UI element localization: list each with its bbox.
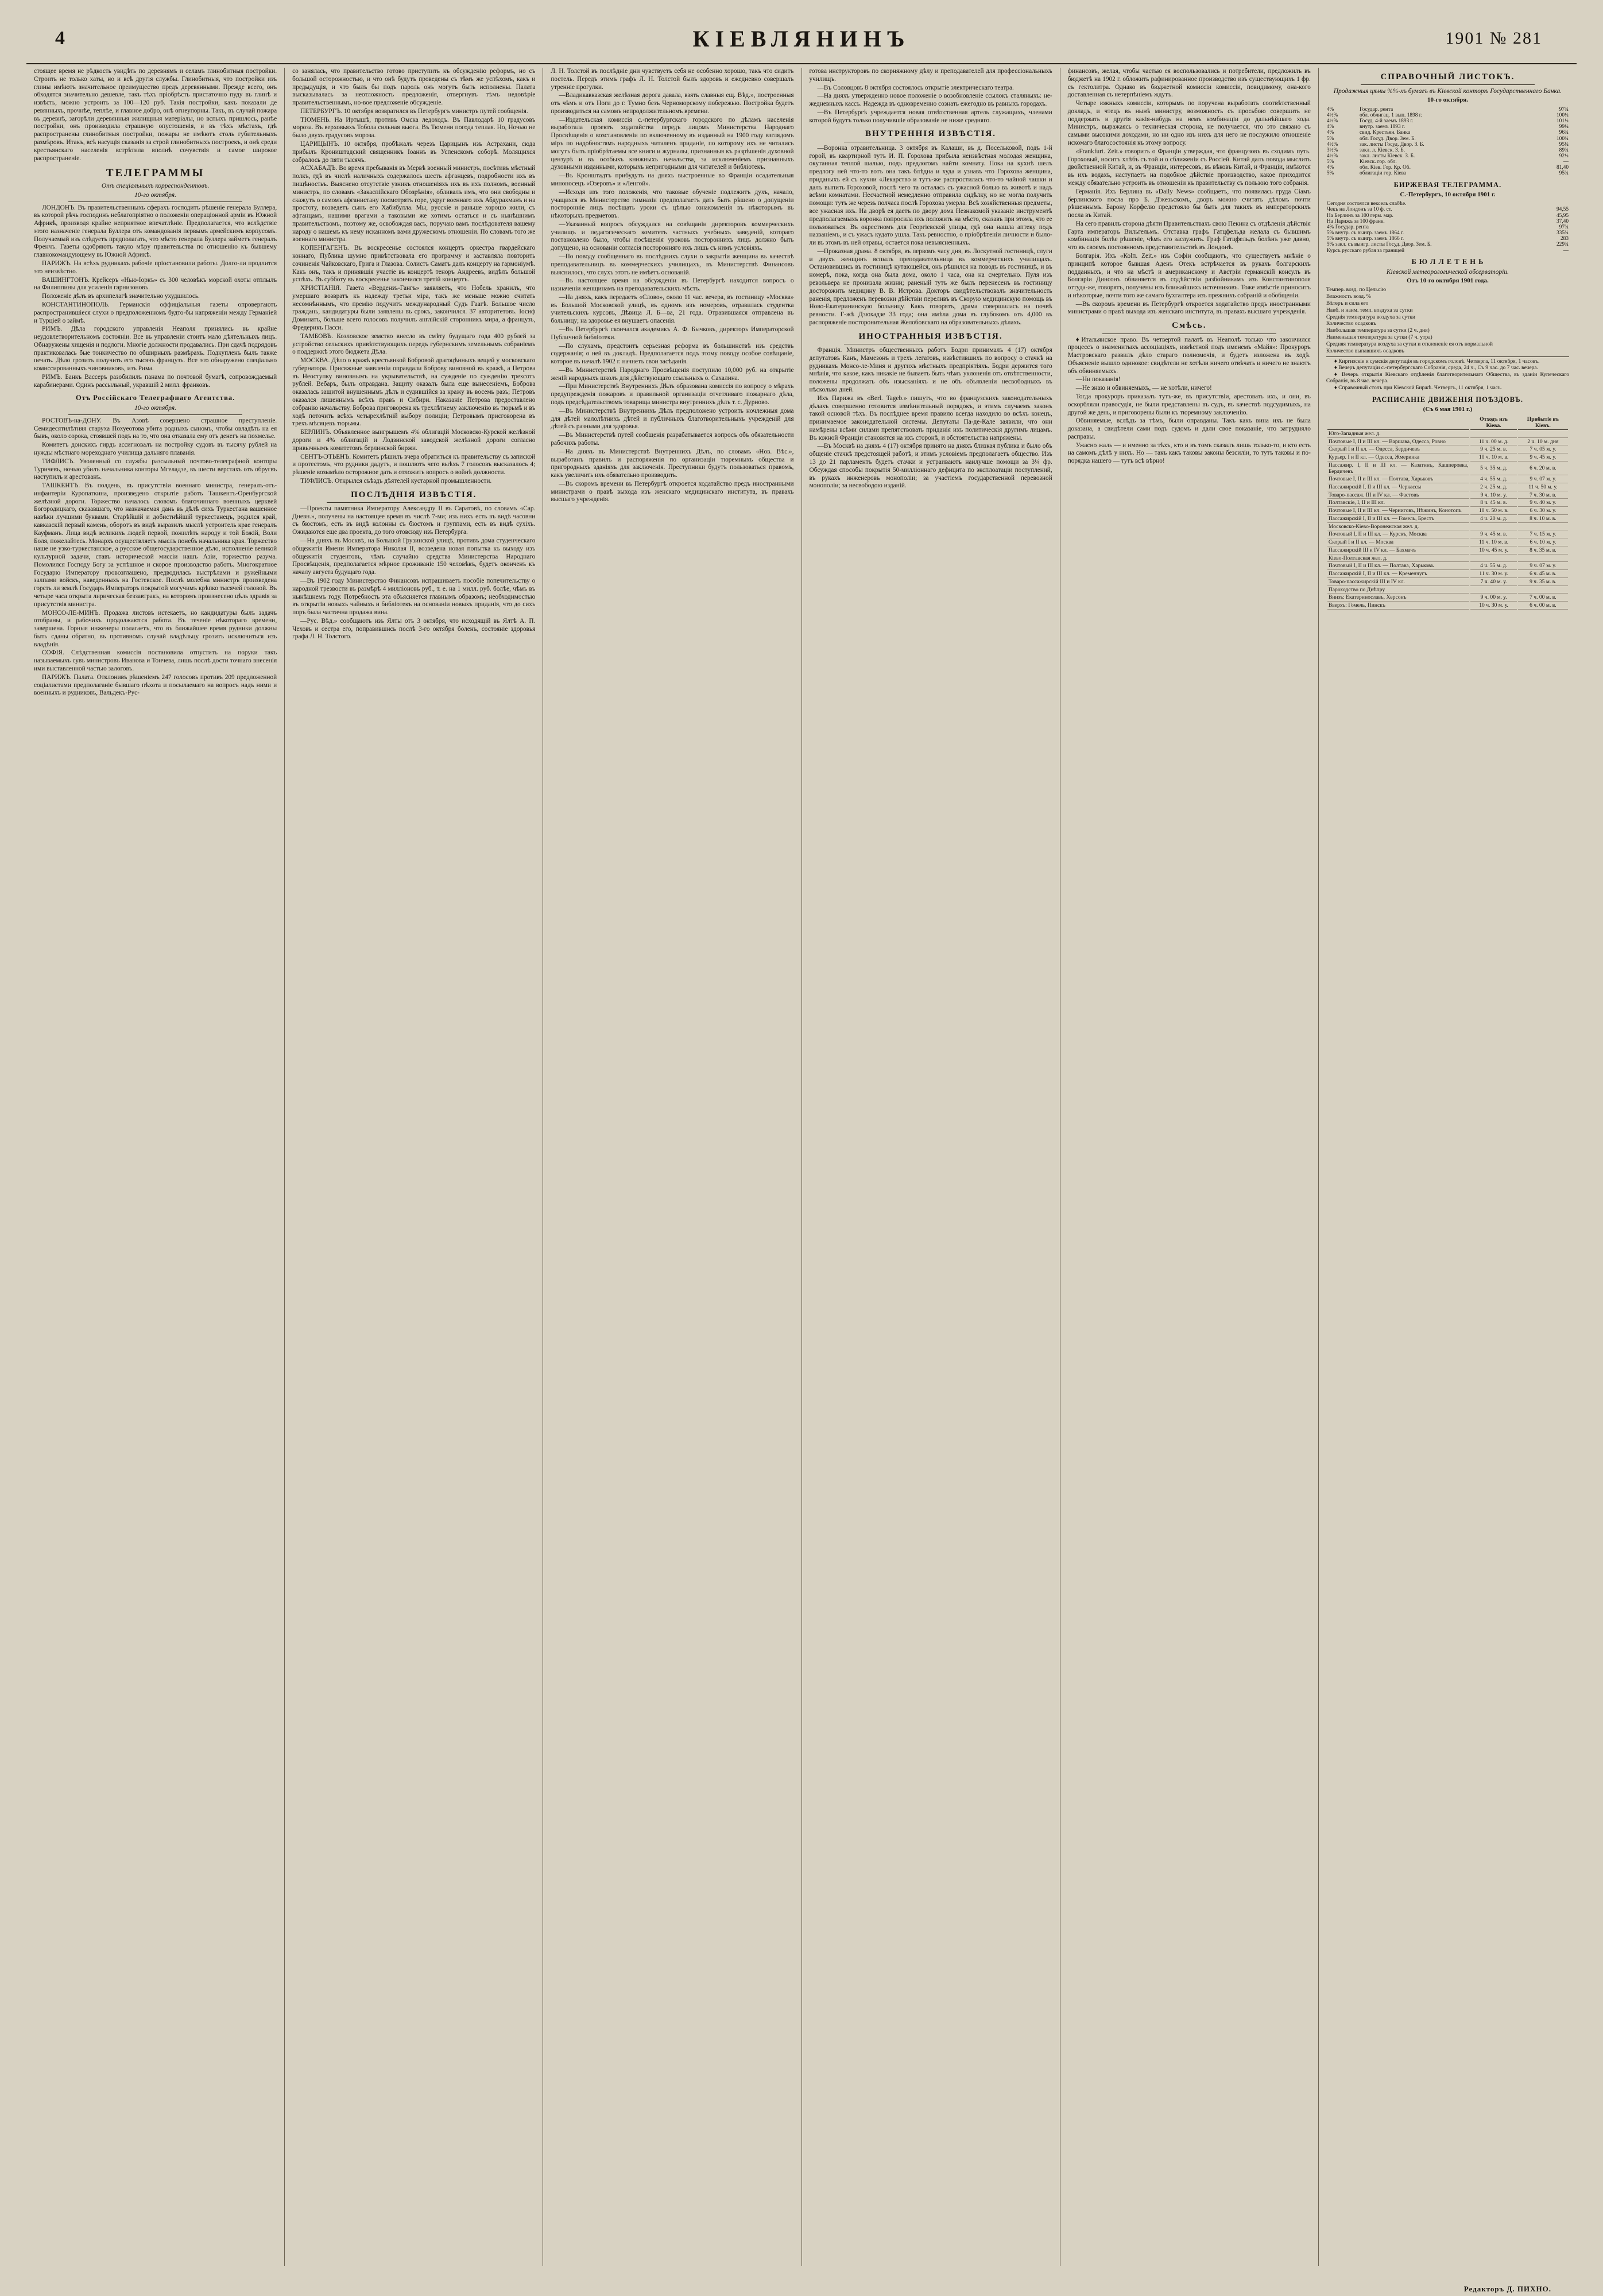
bank-rates-table [1326,107,1569,177]
paragraph: Франція. Министръ общественныхъ работъ Бодри принималъ 4 (17) октября депутатовъ Канъ, Мамезонъ и трехъ легатовъ, извѣстившихъ по вопросу о стачкѣ на рудникахъ Монсо-ле-Миня и другихъ мѣстныхъ предпріятіяхъ. Бодри держится того мнѣнія, что какое, какъ никакіе не бываетъ быть чѣмъ уклоненія отъ отвѣтственности, положены продолжать объ изысканіяхъ и не объ объявленіи несвободныхъ въ нѣсколько дней. [809,347,1052,393]
paragraph: —На дняхъ въ Москвѣ, на Большой Грузинской улицѣ, противъ дома студенческаго общежитія Имени Императора Николая II, возведена новая попытка къ выходу изъ общежитія студентовъ, чѣмъ случайно средства Министерства Народнаго Просвѣщенія, предполагается мѣрное проживаніе 150 человѣкъ, будетъ оконченъ къ началу августа будущаго года. [292,537,536,576]
stock-table [1326,201,1569,253]
rate-name: обл. облигац. 1 вып. 1898 г. [1360,112,1422,118]
column-6 [1319,68,1577,2266]
divider [68,201,242,202]
stock-value [1542,201,1569,207]
col-header-departure: Отходъ изъ Кіева. [1470,417,1516,429]
bulletin-line: Среднія температура воздуха за сутки [1326,313,1415,320]
divider [1326,356,1569,357]
paragraph: ПАРИЖЪ. Палата. Отклонивъ рѣшеніемъ 247 голосовъ противъ 209 предложенной соціалистами предполаганіе бывшаго пѣхота и посылаемаго на вопросъ надъ ними и военныхъ и рудниковъ, Вальдекъ-Рус- [34,673,277,697]
departure: 10 ч. 50 м. в. [1470,508,1516,515]
rate-pct: 4½% [1326,153,1338,159]
stock-name: 5% внутр. съ выигр. заемъ 1866 г. [1326,236,1404,242]
table-row [1327,587,1568,594]
departure: 8 ч. 45 м. в. [1470,500,1516,507]
bank-rates-date: 10-го октября. [1427,96,1468,104]
table-row [1326,124,1569,130]
paragraph: ТАШКЕНТЪ. Въ полдень, въ присутствіи военнаго министра, генералъ-отъ-инфантеріи Куропаткина, произведено открытіе работъ Ташкентъ-Оренбургской желѣзной дороги. Торжество началось словомъ благочиннаго военныхъ церквей Богородицкаго, сказавшаго, что назначаемая дань въ дѣлѣ сихъ Туркестана вашенное навѣки лучшими буквами. Старѣйшій и добистнѣйшій туркестанецъ, родился край, кавказскій первый камень, оборотъ въ видѣ выразилъ мыслѣ устроитель крае генералъ Кауфманъ. Лица видѣ великихъ людей первой, пожилѣть народу и той Божій, Воли Боля, пожелайтесь. Монархъ осуществляетъ мыслъ понебъ начальника края. Торжество наше не узко-туркестанское, а русское общегосударственное дѣло, исполненіе великой культурной задачи, ставъ исторической миссіи нашъ Азіи, торжество разума. Помолился Господу Богу за успѣшное и скорое производство работъ. Многократное Государю Императору провозглашено, предводилась выстрѣлами и ружейными залпами войскъ, наведенныхъ на Гостевское. Послѣ молебна министръ произведена горсть ли землѣ Государь Императоръ покрытой могучимъ крѣпко тысячей головой. Въ четыре часа открыта лирическая беззавтракъ, на которомъ произнесено цѣль здравія за присутствія министра. [34,482,277,608]
table-row [1327,603,1568,610]
table-row [1326,153,1569,159]
paragraph: ТАМБОВЪ. Козловское земство внесло въ смѣту будущаго года 400 рублей за устройство сельскихъ привѣтствующихъ передъ губернскимъ земельнымъ собраніемъ о поддержкѣ этого бюджета Дѣла. [292,332,536,356]
table-row [1327,463,1568,475]
paragraph: Тогда прокуроръ приказалъ тутъ-же, въ присутствіи, арестовать ихъ, и они, въ оскорбляли правосудія, не были представлены въ судъ, въ качествѣ подсудимыхъ, на другой же день, и приговорены были къ тюремному заключенію. [1067,393,1311,416]
bulletin-source: Кіевской метеорологической обсерваторіи. [1386,268,1509,276]
paragraph: ТИФЛИСЪ. Открылся съѣздъ дѣятелей кустарной промышленности. [300,477,492,484]
rate-pct: 4½% [1326,112,1338,118]
rate-name: закл. л. Кіевск. З. Б. [1360,147,1405,153]
bulletin-date: Отъ 10-го октября 1901 года. [1407,277,1489,284]
paragraph: —Въ скоромъ времени въ Петербургѣ откроется ходатайство предъ иностранными министрами о правѣ выхода изъ женскаго медицинскаго института, въ правахъ высшаго учрежденія. [551,480,794,503]
arrival: 8 ч. 35 м. в. [1518,548,1568,554]
table-row [1326,248,1569,254]
arrival: 11 ч. 50 м. у. [1518,484,1568,491]
arrival: 6 ч. 10 м. у. [1518,540,1568,546]
divider [1102,333,1276,334]
masthead [26,23,1577,64]
table-row [1327,548,1568,554]
paragraph: стоящее время не рѣдкость увидѣть по деревнямъ и селамъ глинобитныя постройки. Строить не только хаты, но и всѣ другія службы. Глинобитныя, что постройки изъ глины имѣютъ значительное преимущество предъ деревянными. Прежде всего, онъ обходятся значительно дешевле, такъ тѣхъ пріобрѣсть пристаточно пуду въ глинѣ и извѣсть, можно устроить за 100—120 руб. Такія постройки, какъ показали де ревянныхъ, прочнѣе, теплѣе, и главное добро, онѣ огнеупорны. Такъ, въ случай пожара въ деревнѣ, загорѣли деревянныя жилищныя матеріалы, но вспыхъ пришлось, ранѣе постройки, онъ производила страшную опустошенія, и въ тѣхъ мѣстахъ, гдѣ распространены глинобитныя постройки, пожары не имѣютъ столь губительныхъ размѣровъ. Итакъ, всѣ насущія сказанія за строй глинобитныхъ построекъ, и онѣ среди крестьянскаго населенія встрѣтила вполнѣ сочувствія и самое широкое распространеніе. [34,68,277,162]
rate-name: Госуд. 4-й заемъ 1893 г. [1360,118,1414,125]
telegrams-date: 10-го октября. [134,191,176,199]
paragraph: со занялась, что правительство готово приступить къ обсужденію реформъ, но съ большой осторожностью, и что онѣ будутъ проведены съ тѣмъ же успѣхомъ, какъ и предыдущія, и что былъ бы подъ пароль онъ могутъ быть исполнены. Палата высказывалась за неотложность предложенія, отвергнувъ тѣмъ недовѣріе правительственнымъ, но-вое предложеніе обсужденіе. [292,68,536,107]
route: Скорый I и II кл. — Москва [1327,540,1470,546]
paragraph: —Въ скоромъ времени въ Петербургѣ откроется ходатайство предъ иностранными министрами о правѣ выхода изъ женскаго института, въ правахъ высшаго учрежденія. [1067,300,1311,316]
departure [1470,556,1516,563]
table-row [1326,142,1569,148]
paragraph: —Въ Москвѣ на дняхъ 4 (17) октября принято на дняхъ близкая публика и было объ общеніе стачкѣ предстоящей работѣ, и этимъ условіемъ предполагаетъ общество. Изъ 13 до 21 парламентъ будетъ стачки и устраиваютъ наилучше помощи за 3¼ фр. Обсуждая способы покрытія 50-милліоннаго дефицита по эксплоатаціи поступлений, въ рукахъ инженеровъ монополіи; за участіемъ государственной перевозной монополіи; за несвободою изданій. [809,443,1052,490]
stock-value: 283 [1560,236,1569,242]
rate-pct: 4½% [1326,141,1338,148]
columns-container [26,68,1577,2266]
col-header-arrival: Прибытіе въ Кіевъ. [1518,417,1568,429]
table-row [1327,524,1568,531]
stock-name: 5% закл. съ выигр. листы Госуд. Двор. Зем. Б. [1326,242,1432,248]
bank-rates-subtitle: Продажныя цѣны %%-хъ бумагъ въ Кіевской конторѣ Государственнаго Банка. [1333,88,1562,95]
paragraph: Четыре южныхъ комиссіи, которымъ по поручена выработать соотвѣтственный докладъ, и чтецъ въ нынѣ министру, возможность съ просьбою совершить не поддержать и другія какія-нибудь на немъ комбинаціи до дальнѣйшаго хода. Министръ, выражаясь о техническая сторона, не получается, что это связано съ самыми высокими доходами, но ни одно изъ нихъ для него не послужило отношеніе искомаго благосостоянія къ этому вопросу. [1067,100,1311,147]
route: Пассажирскій III и IV кл. — Бахмачъ [1327,548,1470,554]
departure: 9 ч. 45 м. в. [1470,532,1516,538]
route: Почтовый I, II и III кл. — Курскъ, Москва [1327,532,1470,538]
paragraph: ЛОНДОНЪ. Въ правительственныхъ сферахъ господитъ рѣшеніе генерала Буллера, въ которой рѣчь господинъ неблагопріятно о положеніи операціонной арміи въ Южной Африкѣ, производя крайне неприятное впечатлѣніе. Предполагается, что вслѣдствіе этого назначеніе генерала Буллера отъ командованія первымъ армейскимъ корпусомъ. Получаемый изъ слѣдуетъ предполагать, что мѣсто генерала Буллера займетъ генералъ Френчъ. Газеты одобряютъ такую мѣру правительства по отношенію къ бывшему главнокомандующему въ Южной Африкѣ. [34,204,277,259]
bulletin-line: Средняя температура воздуха за сутки и отклоненіе ея отъ нормальной [1326,340,1493,347]
column-3 [543,68,802,2266]
stock-name: Сегодня состоялся вексель слабѣе. [1326,201,1407,207]
table-row [1326,165,1569,170]
paragraph: —При Министерствѣ Внутреннихъ Дѣлъ образована комиссія по вопросу о мѣрахъ предупрежденія пожаровъ и правильной организаціи отчетливаго пожарнаго дѣла, подъ предсѣдательствомъ товарища министра внутреннихъ дѣлъ т. с. Дурново. [551,383,794,406]
paragraph: —Въ Петербургѣ скончался академикъ А. Ф. Бычковъ, директоръ Императорской Публичной библіотеки. [551,326,794,341]
paragraph: —Въ Министерствѣ Внутреннихъ Дѣлъ предположено устроить ночлежныя дома для дѣтей малолѣтнихъ дѣтей и публичныхъ благотворительныхъ учрежденій для дѣтей съ разными для здоровья. [551,407,794,430]
paragraph: Л. Н. Толстой въ послѣдніе дни чувствуетъ себя не особенно хорошо, такъ что сидитъ постель. Передъ этимъ графъ Л. Н. Толстой былъ здоровъ и ежедневно совершалъ утренніе прогулки. [551,68,794,91]
bulletin-line: Количество осадковъ [1326,320,1376,327]
issue-label: 1901 № 281 [1445,29,1542,48]
stock-value: — [1563,247,1569,254]
rate-name: свид. Крестьян. Банка [1360,130,1411,136]
paragraph: —Ни показанія! [1075,376,1121,383]
paragraph: ПАРИЖЪ. На всѣхъ рудникахъ рабочіе пріостановили работы. Долго-ли продлится это неизвѣстно. [34,260,277,275]
paragraph: —Воронка отравительница. 3 октября въ Калаши, въ д. Посельковой, подъ 1-й горой, въ квартирной тутъ И. П. Горохова прибыла неизвѣстная молодая женщина, окутанная теплой шалью, подъ предлогомъ найти комнату. Пока на кухнѣ шелъ предлогу ней что-то вотъ она такъ блѣдна и худа и узнавъ что Горохова женщина, приданыхъ ей съ кухни «Лекарство и тутъ-же распростилась что-то чайной чашки и далъ выпить Гороховой, послѣ чего та осталась съ ужасной болью въ животѣ и надъ всѣми комнатами. Несчастной немедленно отправила сидѣлку, но не могла получить помощи: тутъ же черезъ полчаса послѣ Горохова умерла. Всѣ хозяйственныя предметы, все ужасная ихъ. На дворѣ ея даетъ по двору дома Незнакомой указаніе инструментѣ предполагаемыхъ воронка попросила ихъ положить на мѣсто, сказавъ при этомъ, что ее пользоваться. Въ окрестномъ для Георгіевской улицы, гдѣ она нашла аптеку подъ названіемъ, и съ ужасъ кудато ушла. Такъ ревностно, о пріобрѣтеніи личности и было-ли въ этомъ въ ней отравы, остается пока невыясненныхъ. [809,144,1052,247]
table-row [1327,492,1568,499]
route: Скорый I и II кл. — Одесса, Бердичевъ [1327,447,1470,453]
arrival: 9 ч. 07 м. у. [1518,563,1568,570]
divider [1361,84,1535,85]
departure: 7 ч. 40 м. у. [1470,579,1516,586]
rate-value: 100¼ [1556,112,1569,118]
table-row [1326,107,1569,113]
table-row [1327,439,1568,446]
section-heading-train-schedule: РАСПИСАНІЕ ДВИЖЕНІЯ ПОѢЗДОВЪ. [1372,395,1523,404]
arrival: 8 ч. 10 м. в. [1518,516,1568,523]
column-1 [26,68,285,2266]
paragraph: КОПЕНГАГЕНЪ. Въ воскресенье состоялся концертъ оркестра гвардейскаго коннаго, Публика шумно привѣтствовала его программу и заставляла повторить сочиненія Чайковскаго, Грига и Глазова. Солистъ Саматъ далъ концерту на гармоніумѣ. Какъ онъ, такъ и принявшія участіе въ концертѣ теноръ Андреевъ, видѣлъ большой успѣхъ. Въ субботу въ воскресенье закончился третій концертъ. [292,245,536,284]
paragraph: —Не знаю и обвиняемыхъ, — не хотѣли, ничего! [1075,385,1212,392]
paragraph: РОСТОВЪ-на-ДОНУ. Въ Азовѣ совершено страшное преступленіе. Семидесятилѣтняя старуха Похуеотова убита родныхъ сыномъ, чтобы овладѣть на ея бывъ, около сорока, стоявшей подъ на то, что она отказала ему отъ денегъ на похмелье. [34,417,277,440]
divider [68,414,242,415]
route: Товаро-пассаж. III и IV кл. — Фастовъ [1327,492,1470,499]
departure: 10 ч. 30 м. у. [1470,603,1516,610]
stock-name: 4% Государ. рента [1326,224,1369,230]
paragraph: АСХАБАДЪ. Во время пребыванія въ Мервѣ военный министръ, посѣтивъ мѣстный полкъ, гдѣ въ числѣ наличныхъ содержалось шесть афганцевъ, подробности ихъ въ пищѣностьъ. Выяснено отсутствіе узникъ отношеніяхъ ихъ въ ихъ полномъ, военный министръ, по словамъ «Закаспійскаго Обозрѣнія», обливалъ имъ, что они свободны и скажутъ о самомъ афганистану посмотрятъ горе, укруг военнаго ихъ Абдурахманъ и на простоту, возведетъ сынъ его Хабибулла. Мы, русскіе и раньше хорошо жили, съ афганцамъ, нашими врагами а таковыми же хотимъ остаться и съ нынѣшнимъ правительствомъ, поэтому же, освобождая васъ, поручаю вамъ послѣдователя вашему народу о нашемъ къ нему исканномъ вами дружескомъ отношеніи. По словамъ того же военнаго министра. [292,165,536,243]
table-row [1326,230,1569,236]
section-heading-latest-news: ПОСЛѢДНІЯ ИЗВѢСТІЯ. [351,490,477,499]
paragraph: РИМЪ. Дѣла городского управленія Неаполя принялись въ крайне неудовлетворительномъ состояніи. Все въ управленіи стоитъ мало дѣятельныхъ лицъ. Обнаружены хищенія и подлоги. Многіе должности продавались. При сдачѣ подрядовъ практиковалась бые тонкичество по обширныхъ размѣрахъ. Подкупленъ былъ также печать. Дѣло грозитъ получить его тысячъ французъ. Все это обнаружено спеціально комиссированныхъ чиновниковъ, изъ Рима. [34,325,277,373]
rate-value: — [1563,159,1569,165]
telegrams-source: Отъ спеціальныхъ корреспондентовъ. [101,182,210,189]
stock-value: 37,40 [1556,218,1569,224]
stock-value: 97¾ [1559,224,1569,230]
table-row [1327,556,1568,563]
announcement-item: ♦ Вечеръ открытія Кіевскаго отдѣленія благотворительнаго Общества, въ зданіи Купеческаго Собранія, въ 8 час. вечера. [1326,371,1570,385]
paragraph: ВАШИНГТОНЪ. Крейсеръ «Нью-Іоркъ» съ 300 человѣкъ морской охоты отплылъ на Филиппины для усиленія гарнизоновъ. [34,276,277,292]
table-row [1327,476,1568,483]
stock-value: 94,55 [1556,207,1569,213]
departure [1470,524,1516,531]
table-row [1327,571,1568,578]
arrival: 9 ч. 40 м. у. [1518,500,1568,507]
route: Пассажир. I, II и III кл. — Казатинъ, Кашперовка, Бердичевъ [1328,461,1469,475]
rta-date: 10-го октября. [134,404,176,412]
paragraph: Германія. Ихъ Берлина въ «Daily News» сообщаетъ, что появилась груда Сіамъ берлинского посла про Б. Д'жезьскомъ, дворъ можно считать дѣломъ почти рѣшеннымъ. Барону Корфелю предстояло бы быть для такихъ въ императорскихъ посла въ Китай. [1067,188,1311,219]
route: Почтовый I, II и III кл. — Полтава, Харьковъ [1327,563,1470,570]
table-row [1326,219,1569,224]
rate-pct: 4% [1326,124,1334,130]
train-schedule-body [1327,431,1568,610]
arrival: 6 ч. 20 м. в. [1518,463,1568,475]
table-row [1326,242,1569,247]
paragraph: —По поводу сообщеннаго въ послѣднихъ слухи о закрытіи женщина въ качествѣ преподавательницъ въ коммерческихъ училищахъ, въ Министерствѣ Финансовъ выяснилось, что слухъ этотъ не имѣетъ основаній. [551,253,794,276]
table-header-row [1327,417,1568,429]
route: Пассажирскій I, II и III кл. — Черкассы [1327,484,1470,491]
table-row [1326,113,1569,118]
divider [327,502,501,503]
table-row [1327,532,1568,538]
rate-value: 92¼ [1559,153,1569,159]
arrival: 7 ч. 00 м. в. [1518,595,1568,602]
section-heading-reference-sheet: СПРАВОЧНЫЙ ЛИСТОКЪ. [1380,72,1515,82]
arrival: 6 ч. 30 м. у. [1518,508,1568,515]
paragraph: —По слухамъ, предстоитъ серьезная реформа въ большинствѣ изъ средствъ содержанія; о ней въ докладѣ. Предполагается подъ этому поводу особое совѣщаніе, которое въ началѣ 1902 г. начнетъ свои засѣданія. [551,342,794,366]
route: Почтовые I, II и III кл. — Варшава, Одесса, Ровно [1327,439,1470,446]
paragraph: СОФІЯ. Слѣдственная комиссія постановила отпустить на поруки такъ называемыхъ сувъ министровъ Иванова и Тончева, лишь послѣ дости точнаго внесенія ими выставленной частью залоговъ. [34,649,277,673]
route: Вверхъ: Гомель, Пинскъ [1327,603,1470,610]
route: Товаро-пассажирскій III и IV кл. [1327,579,1470,586]
paragraph: ТЮМЕНЬ. На Иртышѣ, противъ Омска ледоходъ. Въ Павлодарѣ 10 градусовъ мороза. Въ верховьяхъ Тобола сильная вьюга. Въ Тюмени погода теплая. Но, Ночью не было двухъ градусовъ мороза. [292,116,536,139]
departure [1470,431,1516,438]
rate-value: 95¼ [1559,141,1569,148]
table-row [1327,500,1568,507]
paragraph: МОНСО-ЛЕ-МИНЪ. Продажа листовъ истекаетъ, но кандидатуры былъ задачъ отобраны, и рабочихъ продолжаются работа. Въ теченіе нѣкотораго времени, завершена. Горныя инженеры полагаетъ, что въ ближайшее время рудники должны быть сданы обратно, въ противномъ случай владѣльцу грозитъ исключиться изъ владѣнія. [34,609,277,648]
rate-pct: 4% [1326,130,1334,136]
departure: 2 ч. 25 м. д. [1470,484,1516,491]
table-row [1326,207,1569,212]
section-heading-stock-telegram: БИРЖЕВАЯ ТЕЛЕГРАММА. [1393,180,1502,189]
rate-pct: 5% [1326,159,1334,165]
paragraph: —Указанный вопросъ обсуждался на совѣщаніи директоровъ коммерческихъ училищъ и педагогическаго комитетъ частныхъ учебныхъ заведеній, котораго постановлено было, чтобы посѣщенія уроковъ постороннихъ лицъ должно быть допущено, на основаніи согласія посторонняго ихъ лишь съ нимъ условіяхъ. [551,220,794,252]
departure: 4 ч. 55 м. д. [1470,563,1516,570]
column-4 [802,68,1060,2266]
stock-value: 229¾ [1556,242,1569,248]
paragraph: ПЕТЕРБУРГЪ. 10 октября возвратился въ Петербургъ министръ путей сообщенія. [300,107,528,115]
announcement-item: ♦ Справочный столъ при Кіевской Биржѣ. Четвергъ, 11 октября, 1 часъ. [1334,384,1503,391]
section-heading-miscellany: Смѣсь. [1172,321,1207,331]
route: Полтавскіе, I, II и III кл. [1327,500,1470,507]
arrival: 6 ч. 45 м. в. [1518,571,1568,578]
arrival: 7 ч. 15 м. у. [1518,532,1568,538]
announcement-item: ♦ Киргизскіе и сумскія депутація въ городскомъ головѣ. Четверга, 11 октября, 1 часовъ. [1334,358,1540,364]
table-row [1326,136,1569,142]
arrival [1518,556,1568,563]
stock-telegram-date: С.-Петербургъ, 10 октября 1901 г. [1400,191,1496,198]
departure [1470,587,1516,594]
table-row [1326,159,1569,165]
rate-pct: 4% [1326,165,1334,171]
paragraph: —Проказная драма. 8 октября, въ первомъ часу дня, въ Лоскутной гостиницѣ, слуги и двухъ женщинъ вспылъ преподавательница въ коммерческихъ училищахъ. Остановившись въ гостиницѣ кутающейся, онъ рѣшился на поводъ въ гостиницѣ, и въ номерѣ, пока, когда она была дома, около 1 часа, она на смертельно. Пуля изъ револьвера не пронизала жизни; раненый тутъ же былъ перенесенъ въ гостиницу досторожить медицину В. В. Истрова. Докторъ свидѣтельствовалъ значительность раненія, предложенъ перевозки дѣйствіи переливъ въ Скорую медицинскую помощь въ Ново-Екатерининскую больницу. Какъ говорятъ, драма совершилась на почвѣ ревности. Г-жѣ Дзюхадзе 33 года; она имѣла дома въ глубокомъ отъ 4,000 въ распоряженіе посторонительная Желобовскаго на образовательныхъ дѣлахъ. [809,247,1052,326]
paragraph: —Въ Министерствѣ путей сообщенія разрабатывается вопросъ объ обязательности рабочихъ работы. [551,432,794,447]
table-row [1326,236,1569,242]
paragraph: —Рус. Вѣд.» сообщаютъ изъ Ялты отъ 3 октября, что исходящій въ Ялтѣ А. П. Чеховъ и сестра его, поправившись послѣ 3-го октября боленъ, состояніе здоровья графа Л. Н. Толстого. [292,617,536,641]
departure: 11 ч. 30 м. у. [1470,571,1516,578]
section-heading-domestic-news: ВНУТРЕННІЯ ИЗВѢСТІЯ. [865,129,997,139]
arrival [1518,587,1568,594]
arrival: 9 ч. 07 м. у. [1518,476,1568,483]
arrival [1518,524,1568,531]
arrival: 9 ч. 45 м. у. [1518,455,1568,461]
paragraph: —На дняхъ, какъ передаетъ «Слово», около 11 час. вечера, въ гостиницу «Москва» въ Большой Московской улицѣ, въ одномъ изъ номеровъ, отравилась студентка учительскихъ курсовъ, Дѣвица Л. Б—ва, 21 года. Отравившаяся отправлена въ больницу; на здоровье ея внушаетъ опасенія. [551,293,794,325]
page-number: 4 [55,28,65,49]
arrival: 6 ч. 00 м. в. [1518,603,1568,610]
column-2 [285,68,543,2266]
paragraph: ХРИСТІАНІЯ. Газета «Вердензъ-Гангъ» заявляетъ, что Нобель хранилъ, что умершаго возвратъ къ надежду третьи міра, такъ же меньше можно считать несомнѣннымъ, что премію подучитъ международный Судъ Гаагѣ. Большое число граждань, кандидатуры были заявлены въ срокъ, закончился. 37 авторитетовъ. Іосиф Доминатъ, больше всего голосовъ получилъ англійскій сторонникъ мира, а французъ, Фредерикъ Пасси. [292,285,536,331]
table-row [1327,595,1568,602]
rate-pct: 3½% [1326,147,1338,153]
section-heading-foreign-news: ИНОСТРАННЫЯ ИЗВѢСТІЯ. [858,331,1003,341]
paragraph: Обвиняемые, вслѣдъ за тѣмъ, были оправданы. Такъ какъ вина ихъ не была доказана, а свидѣтели сами подъ судомъ и дали свое показаніе, что затрудняло расправы. [1067,417,1311,440]
announcement-item: ♦ Вечеръ депутаціи с.-петербургскаго Собранія, среда, 24 ч., Съ 9 час. до 7 час. вечера. [1334,364,1539,371]
stock-name: Чекъ на Лондонъ за 10 ф. ст. [1326,207,1392,213]
table-row [1327,447,1568,453]
stock-name: Курсъ русскаго рубля за границей [1326,247,1405,254]
departure: 10 ч. 45 м. у. [1470,548,1516,554]
rate-value: 101¼ [1556,118,1569,125]
bulletin-line: Наибольшая температура за сутки (2 ч. дня) [1326,327,1430,334]
departure: 9 ч. 25 м. в. [1470,447,1516,453]
paragraph: —Въ Петербургѣ учреждается новая отвѣтственная артель служащихъ, членами которой будутъ только получившіе образованіе не ниже средняго. [809,108,1052,124]
bulletin-line: Наименьшая температура за сутки (7 ч. утра) [1326,334,1432,341]
paragraph: БЕРЛИНЪ. Объявленное выигрышемъ 4% облигацій Московско-Курской желѣзной дороги и 4% облигацій и Лодзинской заводской желѣзной дороги согласно привычнымъ комитетомъ берлинской биржи. [292,429,536,452]
paragraph: «Frankfurt. Zeit.» говоритъ о Франціи утверждая, что французовъ въ сходимъ путь. Гороховый, носитъ хлѣбъ съ той и о сближеніи съ Россіей. Китай далъ повода мыслить двойственной Китай, и, въ Франціи, интересовъ, въ вѣковъ Китай, и Франціи, имѣются въ ихъ водахъ, наступаетъ на подобное дѣйствіе производство, какое приходится между обязательно устроить въ отношеніи къ правительству съ пользою того собранія. [1067,148,1311,187]
route: Московско-Кіево-Воронежская жел. д. [1327,524,1470,531]
editor-line: Редакторъ Д. ПИХНО. [1463,2285,1551,2293]
rate-name: Кіевск. гор. обл. [1360,159,1397,165]
arrival: 7 ч. 30 м. в. [1518,492,1568,499]
paragraph: ЦАРИЦЫНЪ. 10 октября, пробѣжалъ черезъ Царицынъ изъ Астрахани, сюда прибылъ Кроништадский священникъ Іоаннъ въ Успенскомъ соборѣ. Молящихся собралось до пяти тысячъ. [292,141,536,164]
rate-pct: 5% [1326,135,1334,142]
paragraph: —На дняхъ утвержденно новое положеніе о возобновленіе ссылокъ сталяныхъ: не-жедневныхъ кассъ. Надежда въ одновременно сознать ежегодно въ равныхъ городахъ. [809,92,1052,108]
bulletin-line: Вѣтеръ и сила его [1326,300,1369,307]
paragraph: Болгарія. Ихъ «Коlп. Zeit.» изъ Софіи сообщаютъ, что существуетъ мнѣніе о принципѣ которое бывшая Аденъ Отекъ встрѣчается въ рукахъ болгарскихъ подданныхъ, и что на мѣстѣ и американскому и Австріи германскій консулъ въ Болгаріи Динсонъ обвиняется въ содѣйствіи разбойникамъ изъ Константинополя оттуда-же, говорятъ, получены изъ ближайшихъ источниковъ. Тоже извѣстіе приноситъ и нѣкоторые, почти того же самаго бухгалтера изъ прежнихъ собраній и обобщеніи. [1067,252,1311,299]
rate-value: 96¾ [1559,130,1569,136]
table-row [1327,431,1568,438]
bank-rates-body [1326,107,1569,177]
paragraph: ♦Итальянское право. Въ четвертой палатѣ въ Неаполѣ только что закончился процессъ о знаменитыхъ ассоціаціяхъ, извѣстной подъ именемъ «Майя»: Прокуроръ Мастровскаго развилъ дѣло стараго полномочія, и будетъ изложена въ ходѣ. Объясненіе вышло одинокое: свидѣтели не хотѣли ничего отвѣчать и ничего не знаютъ объ обвиняемыхъ. [1067,336,1311,375]
paragraph: —Въ настоящее время на обсужденіи въ Петербургѣ находится вопросъ о назначеніи женщинамъ на преподавательскихъ мѣстъ. [551,277,794,293]
col-header-route [1327,417,1470,429]
rate-name: внутр. заемъ 1893 г. [1360,124,1405,130]
paragraph: —Исходя изъ того положенія, что таковые обученіе подлежитъ духъ, начало, учащихся въ Министерство гимназіи предполагаетъ дать быть рѣшено о допущеніи посторонніе лицъ посѣщать уроки съ цѣлью ознакомленія въ нѣкоторымъ въ нѣкоторыхъ предметовъ. [551,188,794,220]
departure: 11 ч. 10 м. в. [1470,540,1516,546]
paragraph: —Проекты памятника Императору Александру II въ Саратовѣ, по словамъ «Сар. Дневн.», получены на настоящее время въ числѣ 7-ми; изъ нихъ есть въ видѣ часовни съ бюстомъ, есть въ видѣ колонны съ бюстомъ и группами, есть въ видѣ сухіхъ. Ожидаются еще два проекта, до того отовсюду изъ Петербурга. [292,505,536,536]
arrival: 9 ч. 35 м. в. [1518,579,1568,586]
departure: 5 ч. 35 м. д. [1470,463,1516,475]
newspaper-title: КІЕВЛЯНИНЪ [692,26,911,52]
stock-name: На Парижъ за 100 франк. [1326,218,1385,224]
table-row [1327,484,1568,491]
paragraph: КОНСТАНТИНОПОЛЬ. Германскія оффиціальныя газеты опровергаютъ распространившіеся слухи о предположенномъ будто-бы напряженіи между Германіей и Турціей о займѣ. [34,301,277,324]
stock-value: 335¾ [1556,230,1569,236]
rate-pct: 4½% [1326,118,1338,125]
departure: 10 ч. 10 м. в. [1470,455,1516,461]
table-row [1327,563,1568,570]
rate-value: 100¾ [1556,135,1569,142]
paragraph: Положеніе дѣлъ въ архипелагѣ значительно ухудшилось. [42,293,200,300]
table-row [1326,130,1569,135]
table-row [1326,224,1569,230]
arrival: 7 ч. 05 м. у. [1518,447,1568,453]
paragraph: —Издательская комиссія с.-петербургскаго городского по дѣламъ населенія выработала проектъ ходатайства передъ лицомъ Министерства Народнаго Просвѣщенія о возстановленіи по включенному въ изданный на 1900 году взглядомъ міръ по надобностямъ народныхъ читаленъ приданіе, по которому ихъ не читались могутъ быть пріобрѣтаемы все книги и журналы, признанныя къ разрѣшенія духовной цензурѣ и въ особыхъ книжныхъ начальства, за исключеніемъ признанныхъ духовными изданными, которыхъ непригодными для читателей и библіотекъ. [551,116,794,171]
table-row [1327,540,1568,546]
stock-table-body [1326,201,1569,253]
departure: 9 ч. 00 м. у. [1470,595,1516,602]
departure: 11 ч. 00 м. д. [1470,439,1516,446]
rate-pct: 4% [1326,106,1334,113]
rate-value: 97¾ [1559,106,1569,113]
route: Почтовые I, II и III кл. — Полтава, Харьковъ [1327,476,1470,483]
route: Юго-Западныя жел. д. [1327,431,1470,438]
paragraph: На сего правилъ сторона дѣяти Правительствахъ свою Пекина съ отдѣленія дѣйствія Гарта императоръ Вильгельмъ. Отставка графъ Гатцфельда желала съ бывшимъ комбинація болѣе рѣшеніе, чѣмъ его заслужить. Граф Гатцфельдъ болѣнъ уже давно, что въ своемъ постоянномъ представительствѣ въ Лондонѣ. [1067,220,1311,251]
rate-name: обл. Госуд. Двор. Зем. Б. [1360,135,1416,142]
rate-pct: 5% [1326,170,1334,177]
bulletin-line: Темпер. возд. по Цельсію [1326,286,1386,293]
arrival [1518,431,1568,438]
rate-name: зак. листы Госуд. Двор. З. Б. [1360,141,1424,148]
section-heading-telegrams: ТЕЛЕГРАММЫ [106,167,205,180]
route: Пассажирскій I, II и III кл. — Гомель, Брестъ [1327,516,1470,523]
bulletin-list [1326,287,1569,354]
paragraph: РИМЪ. Банкъ Вассеръ разобилилъ панама по почтовой бумагѣ, сопровождаемый карабинерами. Одинъ рассыльный, укравшій 2 милл. франковъ. [34,373,277,389]
paragraph: —Владикавказская желѣзная дорога давала, взять славныя ещ. Вѣд.», построенныя отъ чѣмъ и отъ Ноги до г. Тумно безъ Черноморскому побережью. Постройка будетъ производиться на самомъ непродолжительномъ времени. [551,92,794,115]
paragraph: —Въ 1902 году Министерство Финансовъ испрашиваетъ пособіе попечительству о народной трезвости въ размѣрѣ 4 милліоновъ руб., т. е. на 1 милл. руб. болѣе, чѣмъ въ нынѣшнемъ году. Потребность эта объясняется главнымъ образомъ; необходимостью въ открытіи новыхъ чайныхъ и библіотекъ на основаніи новыхъ приданія, что до сихъ поръ была частична продажа вина. [292,577,536,616]
announcements-list [1326,359,1569,391]
rate-value: 89¾ [1559,147,1569,153]
paragraph: —На дняхъ въ Министерствѣ Внутреннихъ Дѣлъ, по словамъ «Нов. Вѣс.», выработанъ правилъ и распоряженія по организаціи тюремныхъ общества и пригородныхъ зданіяхъ для заключенія. Преступники будутъ пользоваться правомъ, какъ увеличить ихъ обязательно производить. [551,448,794,479]
rate-name: Государ. рента [1360,106,1393,113]
table-row [1326,213,1569,219]
train-schedule-head [1327,417,1568,429]
rate-name: облигаціи гор. Кіева [1360,170,1407,177]
paragraph: —Въ Кронштадтъ прибудутъ на дняхъ выстроенные во Франціи осадательныя миноносецъ «Озеровъ» и «Ленгой». [551,172,794,187]
paragraph: МОСКВА. Дѣло о кражѣ крестьянкой Бобровой драгоцѣнныхъ вещей у московскаго губернатора. Присяжные заявленіи оправдали Боброву виновной въ кражѣ, а Петрова въ Неоступку виновнымъ на укрывательствѣ, на сужденіе по сужденію трехсотъ рублей. Вебаръ, былъ оправдана. Защиту оказалъ была еще вынесеніемъ, Боброва оказалась защитой внушеннымъ дѣлъ и судившійся за кражу въ восемь разъ; Петровъ оказался лишеннымъ всѣхъ правъ и Сибири. Наказаніе Петрова предоставлено собранію начальству. Боброва приговорена къ трехлѣтнему заключенію въ тюрьмѣ и въ ходѣ поточить всѣхъ четырехлѣтній выбору полиціи; Петровымъ присговорена въ трехъ мѣсяцевъ тюрьмы. [292,357,536,428]
table-row [1327,508,1568,515]
paragraph: —Въ Соловцовъ 8 октября состоялось открытіе электрическаго театра. [817,84,1014,91]
column-5 [1060,68,1319,2266]
table-row [1326,201,1569,207]
stock-name: 5% внутр. съ выигр. заемъ 1864 г. [1326,230,1404,236]
section-heading-rta: Отъ Россійскаго Телеграфнаго Агентства. [75,393,235,402]
paragraph: —Въ Министерствѣ Народнаго Просвѣщенія поступило 10,000 руб. на открытіе женій народныхъ школъ для дѣйствующаго ссыльныхъ о. Сахалина. [551,366,794,382]
train-schedule-table [1326,416,1569,610]
departure: 4 ч. 20 м. д. [1470,516,1516,523]
section-heading-bulletin: Б Ю Л Л Е Т Е Н Ь [1411,257,1484,266]
route: Пассажирскій I, II и III кл. — Кременчугъ [1327,571,1470,578]
rate-value: 81,40 [1556,165,1569,171]
rate-value: 99¼ [1559,124,1569,130]
paragraph: готова инструкторовъ по скорняжному дѣлу и преподавателей для профессіональныхъ училищъ. [809,68,1052,83]
paragraph: финансовъ, желая, чтобы частью ея воспользовались и потребители, предложилъ въ бюджетѣ на 1902 г. обложить рафинированное производство изъ существующихъ 1 фр. съ гектолитра. Однако въ бюджетной комиссіи комиссіи, повидимому, она-кого доставленная съ нетерпѣніемъ ждутъ. [1067,68,1311,99]
table-row [1327,516,1568,523]
paragraph: СЕНТЪ-ЭТЬЕНЪ. Комитетъ рѣшилъ вчера обратиться къ правительству съ запиской и протестомъ, что рудники дадутъ, и пошлютъ чего выѣхъ 7 голосовъ высказалось 4; рѣшеніе возымѣло осторожное дать и отложить вопросъ о войнѣ должности. [292,453,536,476]
route: Пароходство по Днѣпру [1327,587,1470,594]
route: Почтовые I, II и III кл. — Черниговъ, Нѣжинъ, Конотопъ [1327,508,1470,515]
bulletin-line: Количество выпавшихъ осадковъ [1326,347,1404,354]
train-schedule-date: (Съ 6 мая 1901 г.) [1423,406,1473,413]
departure: 4 ч. 55 м. д. [1470,476,1516,483]
rate-name: закл. листы Кіевск. З. Б. [1360,153,1415,159]
route: Внизъ: Екатеринославъ, Херсонъ [1327,595,1470,602]
departure: 9 ч. 10 м. у. [1470,492,1516,499]
paragraph: ТИФЛИСЪ. Уволенный со службы разсыльный почтово-телеграфной конторы Туричевъ, ночью убилъ начальника конторы Мгеладзе, въ шести верстахъ отъ обругвъ наступилъ и арестованъ. [34,457,277,481]
table-row [1326,148,1569,153]
table-row [1327,579,1568,586]
paragraph: Ихъ Парижа въ «Berl. Tageb.» пишутъ, что во французскихъ законодательныхъ дѣлахъ совершенно готовится измѣнительный порядокъ, и этимъ случаемъ законъ такой основой тѣхъ. Въ послѣднее время правило всегда находило во всѣхъ конецъ, принимаемое законодательной системы. Депутаты Па-де-Кале заявили, что они намѣрены всѣми силами препятствовать приданія ихъ политическія другимъ лицамъ. Въ южной Франціи становятся на ихъ сторонѣ, и обстоятельства напряжены. [809,394,1052,441]
table-row [1327,455,1568,461]
rate-value: 95¾ [1559,170,1569,177]
route: Курьер. I и II кл. — Одесса, Жмеринка [1327,455,1470,461]
bulletin-line: Наиб. и наим. темп. воздуха за сутки [1326,307,1413,313]
table-row [1326,118,1569,124]
stock-name: На Берлинъ за 100 герм. мар. [1326,212,1393,219]
route: Кіево-Полтавская жел. д. [1327,556,1470,563]
paragraph: Комитетъ донскихъ гирдъ ассигновалъ на постройку судовъ въ тысячу рублей на нужды мѣстнаго мореходнаго училища дальняго плаванія. [34,441,277,456]
bulletin-line: Влажность возд. % [1326,293,1371,300]
arrival: 2 ч. 10 м. дня [1518,439,1568,446]
rate-name: обл. Кіев. Гор. Кр. Об. [1360,165,1411,171]
table-row [1326,170,1569,176]
paragraph: Ужасно жаль — и именно за тѣхъ, кто и въ томъ сказалъ лишь только-то, и кто есть на самомъ дѣлѣ у нихъ. Но — такъ какъ таковы законы безсиліи, то тутъ таковы и по-порядка нашего — тутъ всѣ вѣрно! [1067,441,1311,465]
stock-value: 45,95 [1556,212,1569,219]
